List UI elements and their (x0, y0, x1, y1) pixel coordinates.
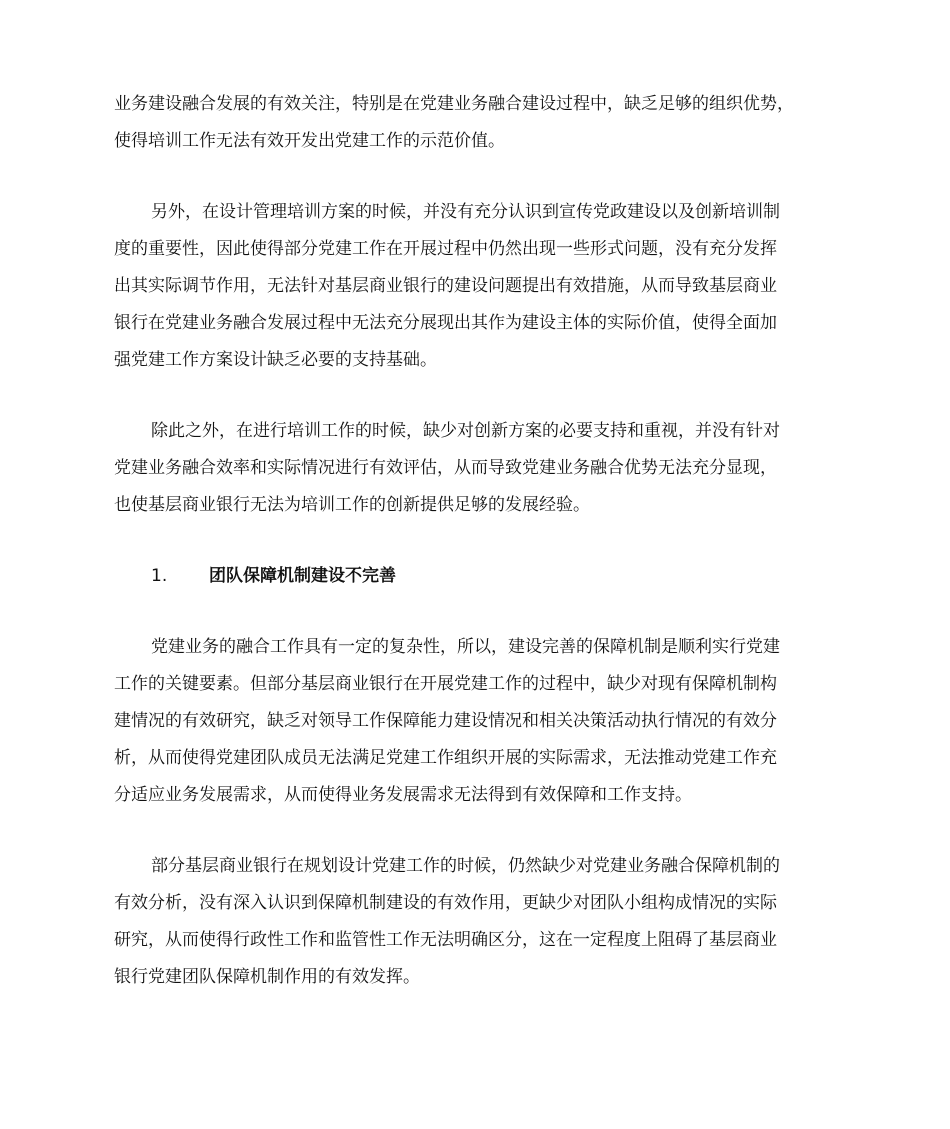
paragraph-line: 银行在党建业务融合发展过程中无法充分展现出其作为建设主体的实际价值，使得全面加 (114, 313, 777, 333)
paragraph-line: 党建业务融合效率和实际情况进行有效评估，从而导致党建业务融合优势无法充分显现， (114, 458, 777, 478)
paragraph-3 (114, 413, 838, 524)
section-title: 团队保障机制建设不完善 (209, 566, 396, 586)
paragraph-line: 分适应业务发展需求，从而使得业务发展需求无法得到有效保障和工作支持。 (114, 785, 692, 805)
paragraph-4 (114, 629, 838, 814)
paragraph-line: 建情况的有效研究，缺乏对领导工作保障能力建设情况和相关决策活动执行情况的有效分 (114, 711, 777, 731)
section-heading (114, 558, 838, 595)
paragraph-line: 析，从而使得党建团队成员无法满足党建工作组织开展的实际需求，无法推动党建工作充 (114, 748, 777, 768)
paragraph-line: 有效分析，没有深入认识到保障机制建设的有效作用，更缺少对团队小组构成情况的实际 (114, 893, 777, 913)
paragraph-line: 研究，从而使得行政性工作和监管性工作无法明确区分，这在一定程度上阻碍了基层商业 (114, 930, 777, 950)
paragraph-line: 强党建工作方案设计缺乏必要的支持基础。 (114, 350, 437, 370)
paragraph-line: 业务建设融合发展的有效关注，特别是在党建业务融合建设过程中，缺乏足够的组织优势， (114, 94, 794, 114)
paragraph-2 (114, 194, 838, 379)
paragraph-line: 工作的关键要素。但部分基层商业银行在开展党建工作的过程中，缺少对现有保障机制构 (114, 674, 777, 694)
paragraph-line: 也使基层商业银行无法为培训工作的创新提供足够的发展经验。 (114, 495, 590, 515)
paragraph-line: 党建业务的融合工作具有一定的复杂性，所以，建设完善的保障机制是顺利实行党建 (151, 637, 780, 657)
section-number: 1. (151, 566, 168, 586)
paragraph-1 (114, 86, 838, 160)
paragraph-line: 使得培训工作无法有效开发出党建工作的示范价值。 (114, 131, 505, 151)
paragraph-5 (114, 848, 838, 996)
paragraph-line: 除此之外，在进行培训工作的时候，缺少对创新方案的必要支持和重视，并没有针对 (151, 421, 780, 441)
paragraph-line: 另外，在设计管理培训方案的时候，并没有充分认识到宣传党政建设以及创新培训制 (151, 202, 780, 222)
paragraph-line: 度的重要性，因此使得部分党建工作在开展过程中仍然出现一些形式问题，没有充分发挥 (114, 239, 777, 259)
document-page (114, 86, 838, 1030)
paragraph-line: 部分基层商业银行在规划设计党建工作的时候，仍然缺少对党建业务融合保障机制的 (151, 856, 780, 876)
paragraph-line: 出其实际调节作用，无法针对基层商业银行的建设问题提出有效措施，从而导致基层商业 (114, 276, 777, 296)
paragraph-line: 银行党建团队保障机制作用的有效发挥。 (114, 967, 420, 987)
